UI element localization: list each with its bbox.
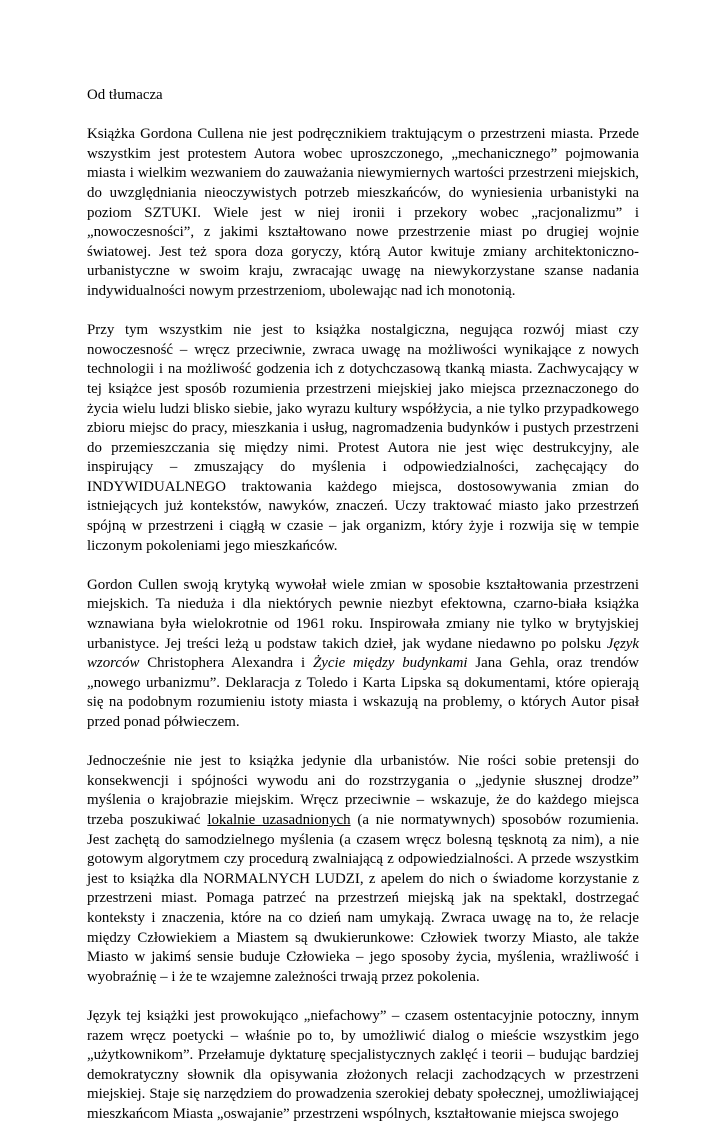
paragraph-text: Przy tym wszystkim nie jest to książka nostalgiczna, negująca rozwój miast czy nowoczesność – wręcz przeciwnie, zwraca uwagę na możliwości wynikające z nowych technologii i na możliwość godzenia ich z dotychczasową tkanką miasta. Zachwycający w tej książce jest sposób rozumienia przestrzeni miejskiej jako miejsca przeznaczonego do życia wielu ludzi blisko siebie, jako wyrazu kultury współżycia, a nie tylko przypadkowego zbioru miejsc do pracy, mieszkania i usług, nagromadzenia budynków i pustych przestrzeni do przemieszczania się między nimi. Protest Autora nie jest więc destrukcyjny, ale inspirujący – zmuszający do myślenia i odpowiedzialności, zachęcający do INDYWIDUALNEGO traktowania każdego miejsca, dostosowywania zmian do istniejących już kontekstów, nawyków, znaczeń. Uczy traktować miasto jako przestrzeń spójną w przestrzeni i ciągłą w czasie – jak organizm, który żyje i rozwija się w tempie liczonym pokoleniami jego mieszkańców. bbox=[87, 322, 639, 554]
body-paragraph bbox=[87, 1007, 639, 1124]
paragraph-text: Jednocześnie nie jest to książka jedynie dla urbanistów. Nie rości sobie pretensji do konsekwencji i spójności wywodu ani do rozstrzygania o „jedynie słusznej drodze” myślenia o krajobrazie miejskim. Wręcz przeciwnie – wskazuje, że do każdego miejsca trzeba poszukiwać bbox=[87, 753, 639, 828]
body-paragraph bbox=[87, 125, 639, 301]
paragraph-text: Książka Gordona Cullena nie jest podręcznikiem traktującym o przestrzeni miasta. Przede wszystkim jest protestem Autora wobec uproszczonego, „mechanicznego” pojmowania miasta i wielkim wezwaniem do zauważania niewymiernych wartości przestrzeni miejskich, do uwzględniania nieoczywistych potrzeb mieszkańców, do wyniesienia urbanistyki na poziom SZTUKI. Wiele jest w niej ironii i przekory wobec „racjonalizmu” i „nowoczesności”, z jakimi kształtowano nowe przestrzenie miast po drugiej wojnie światowej. Jest też spora doza goryczy, którą Autor kwituje zmiany architektoniczno-urbanistyczne w swoim kraju, zwracając uwagę na niewykorzystane szanse nadania indywidualności nowym przestrzeniom, ubolewając nad ich monotonią. bbox=[87, 126, 639, 299]
document-title: Od tłumacza bbox=[87, 87, 163, 103]
body-paragraph bbox=[87, 576, 639, 733]
paragraph-text: Gordon Cullen swoją krytyką wywołał wiele zmian w sposobie kształtowania przestrzeni miejskich. Ta nieduża i dla niektórych pewnie niezbyt efektowna, czarno-biała książka wznawiana była wielokrotnie od 1961 roku. Inspirowała zmiany nie tylko w brytyjskiej urbanistyce. Jej treści leżą u podstaw takich dzieł, jak wydane niedawno po polsku bbox=[87, 576, 639, 652]
document-page bbox=[87, 86, 639, 1124]
paragraph-text: Jana Gehla, oraz trendów „nowego urbanizmu”. Deklaracja z Toledo i Karta Lipska są dokumentami, które opierają się na podobnym rozumieniu istoty miasta i wskazują na problemy, o których Autor pisał przed ponad półwieczem. bbox=[87, 655, 639, 730]
body-paragraph bbox=[87, 321, 639, 556]
underlined-text: lokalnie uzasadnionych bbox=[207, 811, 351, 828]
paragraph-text: Język tej książki jest prowokująco „niefachowy” – czasem ostentacyjnie potoczny, innym razem wręcz poetycki – właśnie po to, by umożliwić dialog o mieście wszystkim jego „użytkownikom”. Przełamuje dyktaturę specjalistycznych zaklęć i teorii – budując bardziej demokratyczny słownik dla opisywania złożonych relacji zachodzących w przestrzeni miejskiej. Staje się narzędziem do prowadzenia szerokiej debaty społecznej, umożliwiającej mieszkańcom Miasta „oswajanie” przestrzeni wspólnych, kształtowanie miejsca swojego bbox=[87, 1007, 639, 1122]
italic-title-text: Język wzorców bbox=[87, 635, 639, 672]
paragraph-text: Christophera Alexandra i bbox=[139, 655, 313, 672]
italic-title-text: Życie między budynkami bbox=[312, 655, 468, 672]
document-body bbox=[87, 125, 639, 1124]
body-paragraph bbox=[87, 752, 639, 987]
paragraph-text: (a nie normatywnych) sposobów rozumienia. Jest zachętą do samodzielnego myślenia (a czasem wręcz bolesną tęsknotą za nim), a nie gotowym algorytmem czy procedurą zwalniającą z odpowiedzialności. A przede wszystkim jest to książka dla NORMALNYCH LUDZI, z apelem do nich o świadome korzystanie z przestrzeni miast. Pomaga patrzeć na przestrzeń miejską jak na spektakl, dostrzegać konteksty i znaczenia, które na co dzień nam umykają. Zwraca uwagę na to, że relacje między Człowiekiem a Miastem są dwukierunkowe: Człowiek tworzy Miasto, ale także Miasto w jakimś sensie buduje Człowieka – jego sposoby życia, myślenia, wrażliwość i wyobraźnię – i że te wzajemne zależności trwają przez pokolenia. bbox=[87, 811, 639, 985]
